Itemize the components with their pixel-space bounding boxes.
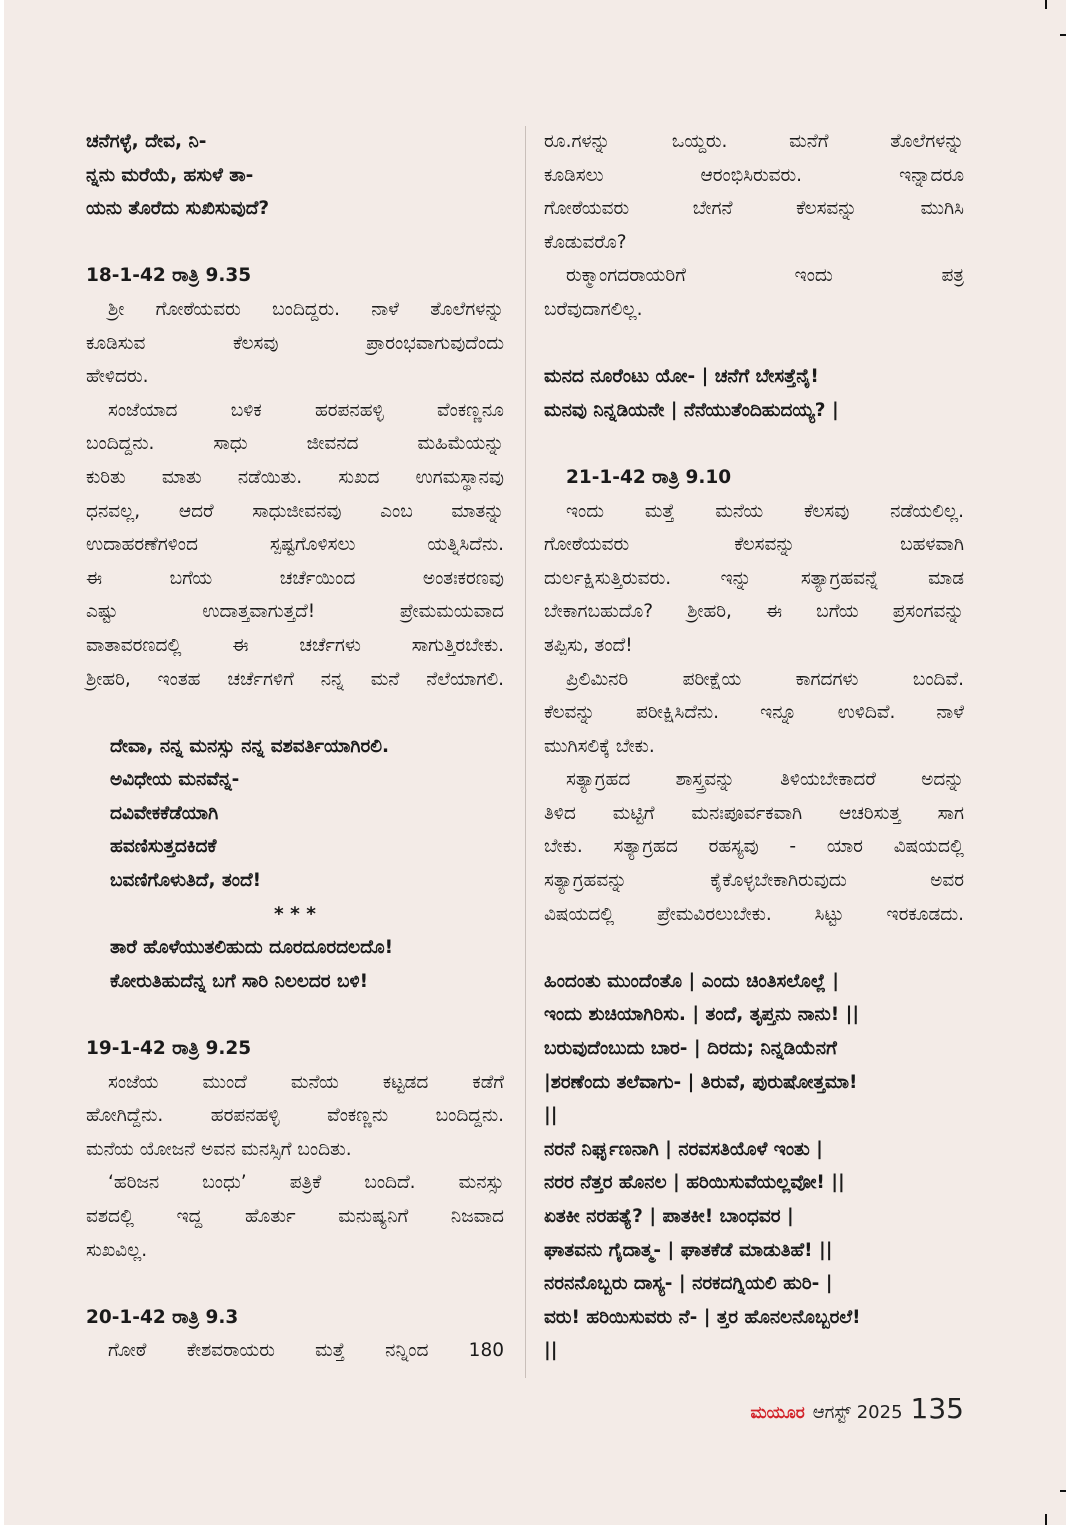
entry-heading: 21-1-42 ರಾತ್ರಿ 9.10 <box>566 466 732 488</box>
section-separator: * * * <box>274 903 316 925</box>
entry-heading: 19-1-42 ರಾತ್ರಿ 9.25 <box>86 1038 252 1060</box>
text-line: ‘ಹರಿಜನ ಬಂಧು’ ಪತ್ರಿಕೆ ಬಂದಿದೆ. ಮನಸ್ಸು <box>108 1172 504 1194</box>
poem-line: ಚನೆಗಳ್ಳೆ, ದೇವ, ನಿ- <box>86 131 207 152</box>
text-line: ಶ್ರೀ ಗೋಠೆಯವರು ಬಂದಿದ್ದರು. ನಾಳೆ ತೊಲೆಗಳನ್ನು <box>108 298 504 320</box>
paragraph <box>544 125 964 259</box>
entry-heading: 18-1-42 ರಾತ್ರಿ 9.35 <box>86 265 252 287</box>
paragraph <box>86 1066 504 1167</box>
paragraph <box>544 763 964 931</box>
poem-block <box>86 730 504 898</box>
magazine-name: ಮಯೂರ <box>750 1403 805 1423</box>
text-line: ಮನೆಯ ಯೋಜನೆ ಅವನ ಮನಸ್ಸಿಗೆ ಬಂದಿತು. <box>86 1138 352 1160</box>
poem-block <box>86 931 504 998</box>
issue-date: ಆಗಸ್ಟ್ 2025 <box>812 1402 903 1423</box>
poem-line: ದೇವಾ, ನನ್ನ ಮನಸ್ಸು ನನ್ನ ವಶವರ್ತಿಯಾಗಿರಲಿ. <box>110 735 390 757</box>
page-number: 135 <box>910 1392 964 1425</box>
poem-line: ನರನನೊಬ್ಬರು ದಾಸ್ಯ- | ನರಕದಗ್ನಿಯಲಿ ಹುರಿ- | <box>544 1273 833 1295</box>
crop-mark-right-top <box>1060 34 1066 36</box>
text-line: ಹೇಳಿದರು. <box>86 366 149 388</box>
poem-line: ನರರ ನೆತ್ತರ ಹೊನಲ | ಹರಿಯಿಸುವೆಯಲ್ಲವೋ! || <box>544 1172 845 1194</box>
poem-line: ವರು! ಹರಿಯಿಸುವರು ನೆ- | ತ್ತರ ಹೊನಲನೊಬ್ಬರಲೆ! <box>544 1306 861 1328</box>
text-line: ಬಂದಿದ್ದನು. ಸಾಧು ಜೀವನದ ಮಹಿಮೆಯನ್ನು <box>86 433 504 455</box>
text-line: ಮುಗಿಸಲಿಕ್ಕೆ ಬೇಕು. <box>544 735 655 757</box>
text-line: ಇಂದು ಮತ್ತೆ ಮನೆಯ ಕೆಲಸವು ನಡೆಯಲಿಲ್ಲ. <box>566 500 964 522</box>
text-line: ಕೆಲವನ್ನು ಪರೀಕ್ಷಿಸಿದೆನು. ಇನ್ನೂ ಉಳಿದಿವೆ. ನಾಳೆ <box>544 702 964 724</box>
paragraph <box>86 293 504 394</box>
poem-line: ಘಾತವನು ಗೈದಾತ್ಮ- | ಘಾತಕೆಡೆ ಮಾಡುತಿಹೆ! || <box>544 1239 833 1261</box>
text-line: ಪ್ರಿಲಿಮಿನರಿ ಪರೀಕ್ಷೆಯ ಕಾಗದಗಳು ಬಂದಿವೆ. <box>566 668 964 690</box>
poem-line: ಹವಣಿಸುತ್ತದಕಿದಕೆ <box>110 836 217 858</box>
text-line: ರೂ.ಗಳನ್ನು ಒಯ್ದರು. ಮನೆಗೆ ತೊಲೆಗಳನ್ನು <box>544 131 964 152</box>
poem-line: ತಾರೆ ಹೊಳೆಯುತಲಿಹುದು ದೂರದೂರದಲದೊ! <box>110 937 394 959</box>
poem-line: ಮನವು ನಿನ್ನಡಿಯನೇ | ನೆನೆಯುತೆಂದಿಹುದಯ್ಯ? | <box>544 399 839 421</box>
poem-line: || <box>544 1340 558 1362</box>
right-column <box>544 125 964 1368</box>
poem-block <box>544 965 964 1368</box>
text-line: ತಿಳಿದ ಮಟ್ಟಿಗೆ ಮನಃಪೂರ್ವಕವಾಗಿ ಆಚರಿಸುತ್ತ ಸಾಗ <box>544 802 964 824</box>
paragraph <box>86 394 504 696</box>
crop-mark-right-bottom <box>1060 1490 1066 1492</box>
text-line: ಉದಾಹರಣೆಗಳಿಂದ ಸ್ಪಷ್ಟಗೊಳಿಸಲು ಯತ್ನಿಸಿದೆನು. <box>86 534 504 556</box>
paragraph <box>86 1334 504 1368</box>
poem-block <box>86 125 504 226</box>
poem-line: |ಶರಣೆಂದು ತಲೆವಾಗು- | ತಿರುವೆ, ಪುರುಷೋತ್ತಮಾ! <box>544 1071 858 1093</box>
text-line: ಕೂಡಿಸಲು ಆರಂಭಿಸಿರುವರು. ಇನ್ನಾದರೂ <box>544 164 964 186</box>
text-line: ಹೋಗಿದ್ದೆನು. ಹರಪನಹಳ್ಳಿ ವೆಂಕಣ್ಣನು ಬಂದಿದ್ದನು. <box>86 1105 504 1127</box>
paragraph <box>86 1166 504 1267</box>
poem-line: ಕೋರುತಿಹುದೆನ್ನ ಬಗೆ ಸಾರಿ ನಿಲಲದರ ಬಳಿ! <box>110 970 369 992</box>
text-line: ವಶದಲ್ಲಿ ಇದ್ದ ಹೊರ್ತು ಮನುಷ್ಯನಿಗೆ ನಿಜವಾದ <box>86 1206 504 1227</box>
left-column <box>86 125 504 1368</box>
poem-block <box>544 360 964 427</box>
paragraph <box>544 495 964 663</box>
text-line: ಕೊಡುವರೊ? <box>544 231 627 253</box>
text-line: ಸುಖವಿಲ್ಲ. <box>86 1239 148 1261</box>
text-line: ಗೋಠೆ ಕೇಶವರಾಯರು ಮತ್ತೆ ನನ್ನಿಂದ 180 <box>108 1340 504 1362</box>
page-footer <box>750 1392 964 1425</box>
crop-mark-top-right <box>1045 0 1047 9</box>
text-line: ಸತ್ಯಾಗ್ರಹವನ್ನು ಕೈಕೊಳ್ಳಬೇಕಾಗಿರುವುದು ಅವರ <box>544 870 964 892</box>
text-line: ಗೋಠೆಯವರು ಕೆಲಸವನ್ನು ಬಹಳವಾಗಿ <box>544 534 964 556</box>
text-line: ವಿಷಯದಲ್ಲಿ ಪ್ರೇಮವಿರಲುಬೇಕು. ಸಿಟ್ಟು ಇರಕೂಡದು. <box>544 903 964 925</box>
poem-line: ಹಿಂದಂತು ಮುಂದೆಂತೊ | ಎಂದು ಚಿಂತಿಸಲೊಲ್ಲೆ | <box>544 970 839 992</box>
text-line: ದುರ್ಲಕ್ಷಿಸುತ್ತಿರುವರು. ಇನ್ನು ಸತ್ಯಾಗ್ರಹವನ್ನೆ ಮಾಡ <box>544 567 964 589</box>
poem-line: ಬರುವುದೆಂಬುದು ಬಾರ- | ದಿರದು; ನಿನ್ನಡಿಯೆನಗೆ <box>544 1038 837 1060</box>
text-line: ವಾತಾವರಣದಲ್ಲಿ ಈ ಚರ್ಚೆಗಳು ಸಾಗುತ್ತಿರಬೇಕು. <box>86 634 504 656</box>
paragraph <box>544 663 964 764</box>
text-line: ಕೂಡಿಸುವ ಕೆಲಸವು ಪ್ರಾರಂಭವಾಗುವುದೆಂದು <box>86 332 504 354</box>
column-divider <box>525 126 526 1378</box>
poem-line: ಮನದ ನೂರೆಂಟು ಯೋ- | ಚನೆಗೆ ಬೇಸತ್ತೆನೈ! <box>544 366 819 388</box>
text-line: ರುಕ್ಮಾಂಗದರಾಯರಿಗೆ ಇಂದು ಪತ್ರ <box>566 265 964 287</box>
text-line: ತಪ್ಪಿಸು, ತಂದೆ! <box>544 634 633 656</box>
poem-line: ದವಿವೇಕಕೆಡೆಯಾಗಿ <box>110 802 219 824</box>
text-line: ಸಂಜೆಯಾದ ಬಳಿಕ ಹರಪನಹಳ್ಳಿ ವೆಂಕಣ್ಣನೂ <box>108 399 504 421</box>
poem-line: ಏತಕೀ ನರಹತ್ಯೆ? | ಪಾತಕೀ! ಬಾಂಧವರ | <box>544 1206 794 1227</box>
text-line: ಕುರಿತು ಮಾತು ನಡೆಯಿತು. ಸುಖದ ಉಗಮಸ್ಥಾನವು <box>86 466 504 488</box>
text-line: ಧನವಲ್ಲ, ಆದರೆ ಸಾಧುಜೀವನವು ಎಂಬ ಮಾತನ್ನು <box>86 500 504 522</box>
poem-line: ಬವಣಿಗೊಳುತಿದೆ, ತಂದೆ! <box>110 870 262 892</box>
poem-line: ಯನು ತೊರೆದು ಸುಖಿಸುವುದೆ? <box>86 198 270 220</box>
text-line: ಎಷ್ಟು ಉದಾತ್ತವಾಗುತ್ತದೆ! ಪ್ರೇಮಮಯವಾದ <box>86 601 504 623</box>
text-line: ಸಂಜೆಯ ಮುಂದೆ ಮನೆಯ ಕಟ್ಟಡದ ಕಡೆಗೆ <box>108 1071 504 1093</box>
poem-line: ಇಂದು ಶುಚಿಯಾಗಿರಿಸು. | ತಂದೆ, ತೃಪ್ತನು ನಾನು! || <box>544 1004 860 1026</box>
poem-line: ನರನೆ ನಿರ್ಘೃಣನಾಗಿ | ನರವಸತಿಯೊಳೆ ಇಂತು | <box>544 1138 823 1160</box>
text-line: ಬರೆವುದಾಗಲಿಲ್ಲ. <box>544 298 643 320</box>
text-line: ಸತ್ಯಾಗ್ರಹದ ಶಾಸ್ತ್ರವನ್ನು ತಿಳಿಯಬೇಕಾದರೆ ಅದನ್ನು <box>566 769 964 791</box>
entry-heading: 20-1-42 ರಾತ್ರಿ 9.3 <box>86 1306 239 1328</box>
poem-line: ಅವಿಧೇಯ ಮನವೆನ್ನ- <box>110 769 240 791</box>
paragraph <box>544 259 964 326</box>
text-line: ಗೋಠೆಯವರು ಬೇಗನೆ ಕೆಲಸವನ್ನು ಮುಗಿಸಿ <box>544 198 964 220</box>
poem-line: ನ್ನನು ಮರೆಯೆ, ಹಸುಳೆ ತಾ- <box>86 164 254 186</box>
crop-mark-bottom-right <box>1045 1514 1047 1525</box>
text-line: ಈ ಬಗೆಯ ಚರ್ಚೆಯಿಂದ ಅಂತಃಕರಣವು <box>86 567 504 589</box>
poem-line: || <box>544 1105 558 1127</box>
text-line: ಬೇಕಾಗಬಹುದೊ? ಶ್ರೀಹರಿ, ಈ ಬಗೆಯ ಪ್ರಸಂಗವನ್ನು <box>544 601 964 623</box>
text-line: ಶ್ರೀಹರಿ, ಇಂತಹ ಚರ್ಚೆಗಳಿಗೆ ನನ್ನ ಮನೆ ನೆಲೆಯಾಗಲಿ. <box>86 668 504 690</box>
text-line: ಬೇಕು. ಸತ್ಯಾಗ್ರಹದ ರಹಸ್ಯವು - ಯಾರ ವಿಷಯದಲ್ಲಿ <box>544 836 964 858</box>
